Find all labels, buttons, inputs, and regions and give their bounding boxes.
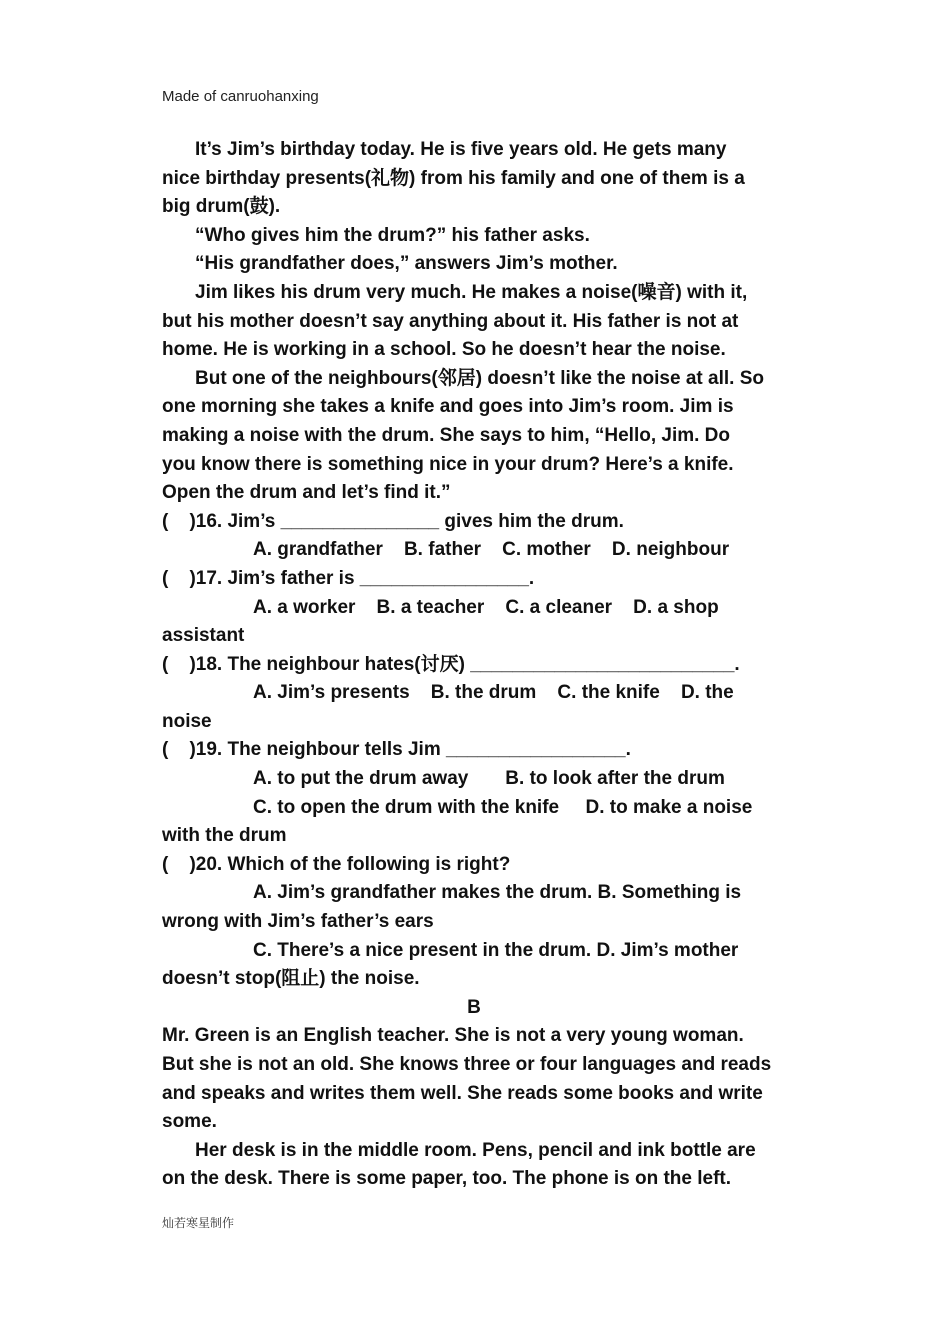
question-17: ( )17. Jim’s father is ________________. — [162, 567, 535, 589]
passage-line: “His grandfather does,” answers Jim’s mother. — [195, 253, 618, 275]
question-20: ( )20. Which of the following is right? — [162, 853, 511, 875]
question-16: ( )16. Jim’s _______________ gives him the drum. — [162, 510, 624, 532]
page-footer: 灿若寒星制作 — [162, 1216, 235, 1230]
passage-b-line: But she is not an old. She knows three or four languages and reads — [162, 1054, 772, 1075]
question-16-options: A. grandfather B. father C. mother D. neighbour — [253, 539, 730, 561]
passage-line: one morning she takes a knife and goes into Jim’s room. Jim is — [162, 396, 734, 418]
page-header: Made of canruohanxing — [162, 88, 319, 105]
question-18-options-cont: noise — [162, 710, 212, 732]
question-17-options: A. a worker B. a teacher C. a cleaner D. a shop — [253, 596, 719, 618]
question-19: ( )19. The neighbour tells Jim _________________. — [162, 739, 631, 761]
question-17-options-cont: assistant — [162, 625, 245, 647]
question-19-options: A. to put the drum away B. to look after the drum — [253, 768, 725, 790]
passage-line: Open the drum and let’s find it.” — [162, 482, 451, 504]
passage-line: home. He is working in a school. So he doesn’t hear the noise. — [162, 339, 726, 361]
passage-b-line: Mr. Green is an English teacher. She is not a very young woman. — [162, 1025, 744, 1047]
passage-line: big drum(鼓). — [162, 196, 281, 218]
question-19-options: C. to open the drum with the knife D. to make a noise — [253, 796, 753, 818]
passage-line: nice birthday presents(礼物) from his family and one of them is a — [162, 167, 745, 189]
passage-b-line: on the desk. There is some paper, too. The phone is on the left. — [162, 1168, 732, 1190]
passage-line: but his mother doesn’t say anything about it. His father is not at — [162, 310, 739, 332]
passage-b-line: and speaks and writes them well. She reads some books and write — [162, 1082, 763, 1104]
passage-line: Jim likes his drum very much. He makes a noise(噪音) with it, — [195, 281, 748, 303]
question-20-options: A. Jim’s grandfather makes the drum. B. Something is — [253, 882, 742, 904]
passage-line: you know there is something nice in your drum? Here’s a knife. — [162, 453, 734, 475]
question-18-options: A. Jim’s presents B. the drum C. the knife D. the — [253, 682, 734, 704]
passage-line: “Who gives him the drum?” his father asks. — [195, 224, 590, 246]
passage-line: But one of the neighbours(邻居) doesn’t like the noise at all. So — [195, 367, 764, 389]
passage-b-line: some. — [162, 1111, 217, 1133]
question-20-options-cont: wrong with Jim’s father’s ears — [162, 911, 434, 933]
question-18: ( )18. The neighbour hates(讨厌) _________________________. — [162, 653, 740, 675]
passage-line: It’s Jim’s birthday today. He is five years old. He gets many — [195, 139, 727, 160]
passage-line: making a noise with the drum. She says to him, “Hello, Jim. Do — [162, 424, 731, 446]
document-body — [162, 136, 822, 1194]
question-20-options-cont: doesn’t stop(阻止) the noise. — [162, 968, 420, 990]
passage-b-line: Her desk is in the middle room. Pens, pencil and ink bottle are — [195, 1139, 756, 1161]
section-heading-b: B — [467, 996, 481, 1018]
question-20-options: C. There’s a nice present in the drum. D. Jim’s mother — [253, 939, 739, 961]
question-19-options-cont: with the drum — [162, 825, 287, 847]
